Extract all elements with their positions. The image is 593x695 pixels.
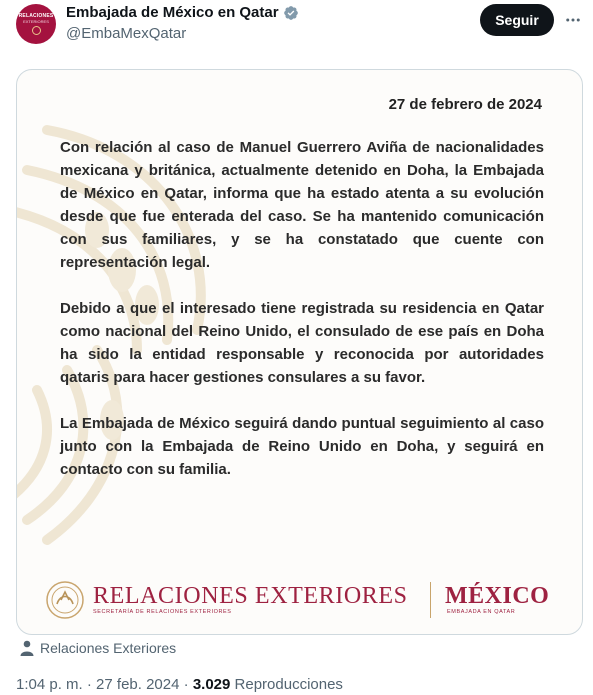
views-count: 3.029	[192, 676, 231, 693]
display-name[interactable]: Embajada de México en Qatar	[66, 4, 279, 21]
post-date[interactable]: 27 feb. 2024	[96, 676, 180, 693]
sre-logo-title: RELACIONES EXTERIORES	[93, 583, 408, 609]
author-handle[interactable]: @EmbaMexQatar	[66, 25, 187, 42]
avatar-seal-icon	[32, 26, 41, 35]
document-paragraph: La Embajada de México seguirá dando puntual seguimiento al caso junto con la Embajada de Reino Unido en Doha, y seguirá en contacto con su familia.	[60, 415, 544, 478]
document-footer	[45, 580, 555, 620]
author-name-row	[66, 4, 299, 21]
verified-badge-icon[interactable]	[283, 5, 299, 21]
more-icon[interactable]	[563, 10, 583, 30]
logo-divider	[430, 582, 431, 618]
avatar-text-1: RELACIONES	[18, 13, 54, 19]
avatar[interactable]	[16, 4, 56, 44]
document-paragraph: Debido a que el interesado tiene registrada su residencia en Qatar como nacional del Reino Unido, el consulado de ese país en Doha ha sido la entidad responsable y reconocida por autoridades qataris para hacer gestiones consulares a su favor.	[60, 300, 544, 386]
attached-image[interactable]	[16, 69, 583, 635]
mexico-logo-subtitle: EMBAJADA EN QATAR	[447, 609, 516, 615]
document-date: 27 de febrero de 2024	[388, 96, 542, 113]
seal-icon	[45, 580, 85, 620]
mexico-logo-title: MÉXICO	[445, 583, 550, 609]
meta-separator: ·	[82, 676, 97, 693]
follow-button[interactable]: Seguir	[480, 4, 554, 36]
post-meta	[16, 676, 343, 693]
meta-separator: ·	[179, 676, 193, 693]
person-icon	[20, 640, 34, 656]
avatar-text-2: EXTERIORES	[23, 19, 49, 24]
document-body	[60, 136, 544, 504]
post-time[interactable]: 1:04 p. m.	[16, 676, 83, 693]
image-source[interactable]	[20, 640, 176, 656]
sre-logo-subtitle: SECRETARÍA DE RELACIONES EXTERIORES	[93, 609, 232, 615]
document-paragraph: Con relación al caso de Manuel Guerrero Aviña de nacionalidades mexicana y británica, actualmente detenido en Doha, la Embajada de México en Qatar, informa que ha estado atenta a su evolución desde que fue enterada del caso. Se ha mantenido comunicación con sus familiares, y se ha constatado que cuente con representación legal.	[60, 139, 544, 271]
source-label[interactable]: Relaciones Exteriores	[40, 640, 177, 656]
post-header	[0, 0, 593, 60]
views-label: Reproducciones	[230, 676, 343, 693]
